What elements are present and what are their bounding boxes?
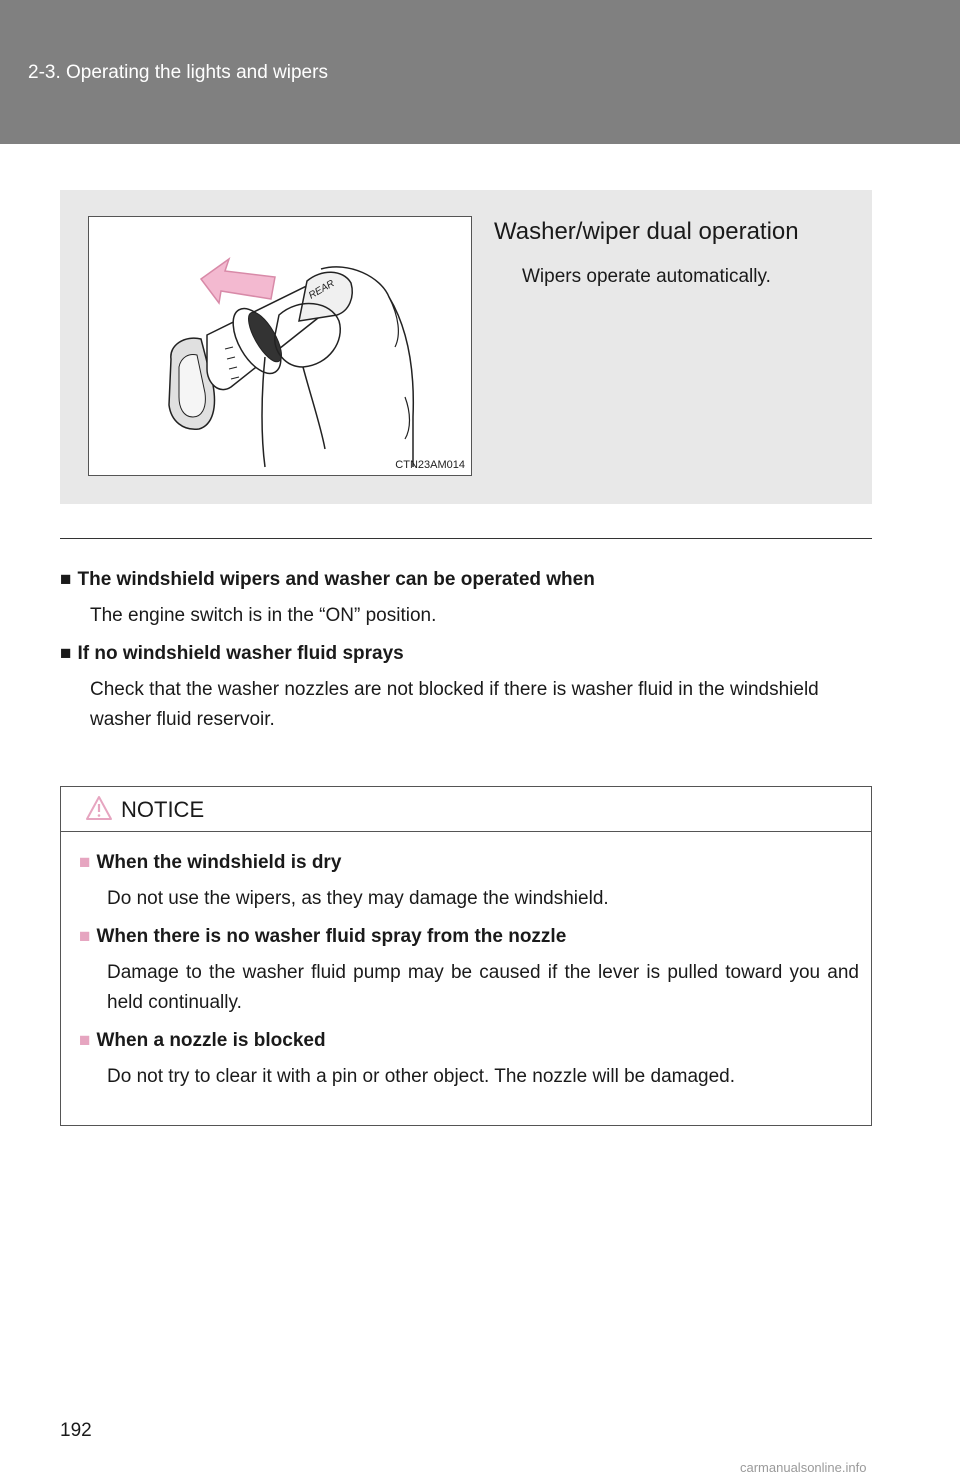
note-body: Check that the washer nozzles are not blocked if there is washer fluid in the windshield washer fluid reservoir. (90, 679, 819, 730)
section-divider (60, 538, 872, 539)
notice-header (61, 787, 871, 832)
note-heading (60, 640, 872, 668)
notice-item-heading (79, 850, 859, 876)
notice-item-heading-text: When there is no washer fluid spray from the nozzle (96, 926, 567, 947)
section-title: 2-3. Operating the lights and wipers (28, 62, 328, 83)
page-number: 192 (60, 1420, 92, 1441)
note-heading (60, 566, 872, 594)
notes-section (60, 566, 872, 744)
wiper-lever-drawing (89, 217, 471, 475)
wiper-lever-illustration (88, 216, 472, 476)
figure-panel (60, 190, 872, 504)
notice-content (61, 832, 871, 1092)
figure-code: CTN23AM014 (395, 459, 465, 471)
notice-item-body: Do not try to clear it with a pin or other object. The nozzle will be damaged. (107, 1066, 736, 1087)
notice-box (60, 786, 872, 1126)
square-bullet-icon: ■ (60, 643, 72, 664)
watermark: carmanualsonline.info (740, 1460, 867, 1475)
pull-arrow-icon (201, 259, 275, 303)
notice-item-heading (79, 1028, 859, 1054)
warning-triangle-icon (85, 795, 113, 821)
notice-item-heading (79, 924, 859, 950)
square-bullet-icon: ■ (79, 1030, 91, 1051)
notice-item-heading-text: When a nozzle is blocked (96, 1030, 326, 1051)
page-header (0, 0, 960, 144)
rear-label: REAR (307, 278, 337, 302)
note-heading-text: If no windshield washer fluid sprays (77, 643, 404, 664)
note-heading-text: The windshield wipers and washer can be operated when (77, 569, 595, 590)
figure-title: Washer/wiper dual operation (494, 218, 799, 245)
square-bullet-icon: ■ (60, 569, 72, 590)
square-bullet-icon: ■ (79, 852, 91, 873)
notice-item-heading-text: When the windshield is dry (96, 852, 342, 873)
figure-description: Wipers operate automatically. (522, 266, 771, 287)
note-body: The engine switch is in the “ON” position. (90, 605, 437, 626)
square-bullet-icon: ■ (79, 926, 91, 947)
notice-label: NOTICE (121, 797, 205, 822)
notice-item-body: Do not use the wipers, as they may damage the windshield. (107, 888, 609, 909)
notice-item-body: Damage to the washer fluid pump may be caused if the lever is pulled toward you and held continually. (107, 962, 859, 1013)
